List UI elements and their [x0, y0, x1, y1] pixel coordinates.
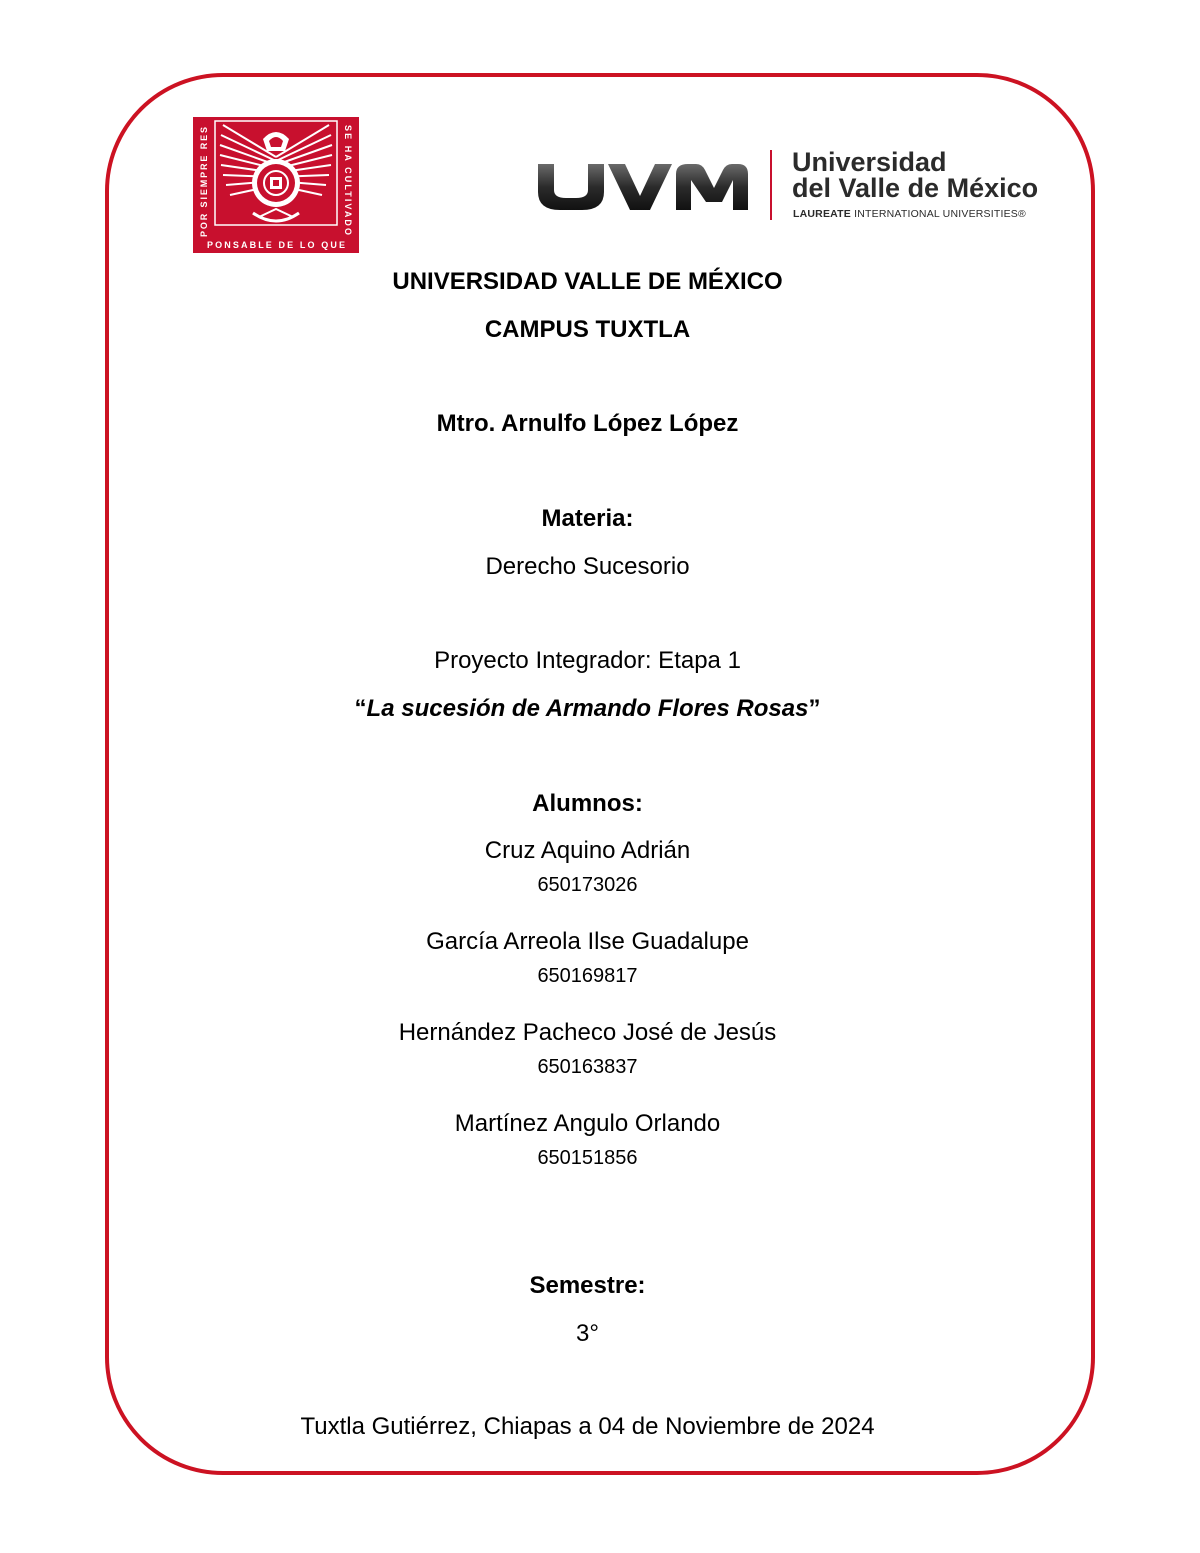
quote-close: ”	[808, 695, 821, 722]
student-id: 650169817	[537, 965, 638, 987]
quote-open: “	[354, 695, 367, 722]
uvm-tagline	[793, 208, 1026, 220]
university-seal-logo	[193, 117, 359, 253]
project-title	[0, 695, 1175, 723]
student-name: García Arreola Ilse Guadalupe	[426, 928, 749, 955]
project-title-text: La sucesión de Armando Flores Rosas	[366, 695, 809, 722]
uvm-tagline-rest: INTERNATIONAL UNIVERSITIES®	[854, 208, 1026, 220]
semester-value: 3°	[576, 1320, 599, 1347]
student-name: Hernández Pacheco José de Jesús	[398, 1019, 777, 1046]
institution-name: UNIVERSIDAD VALLE DE MÉXICO	[392, 268, 783, 295]
uvm-name-line1: Universidad	[792, 147, 947, 177]
campus-name: CAMPUS TUXTLA	[484, 316, 691, 343]
student-name: Martínez Angulo Orlando	[454, 1110, 721, 1137]
student-id: 650173026	[537, 874, 638, 896]
svg-text:SE HA CULTIVADO: SE HA CULTIVADO	[343, 125, 353, 235]
place-and-date: Tuxtla Gutiérrez, Chiapas a 04 de Noviembre de 2024	[300, 1413, 875, 1440]
students-label: Alumnos:	[532, 790, 643, 817]
uvm-logo-divider	[770, 150, 772, 220]
student-id: 650151856	[537, 1147, 638, 1169]
uvm-logo	[536, 148, 1076, 224]
uvm-name-line2: del Valle de México	[792, 173, 1039, 203]
subject-value: Derecho Sucesorio	[485, 553, 690, 580]
uvm-tagline-bold: LAUREATE	[793, 208, 851, 220]
student-name: Cruz Aquino Adrián	[484, 837, 691, 864]
semester-label: Semestre:	[529, 1272, 646, 1299]
uvm-mark-icon	[536, 148, 756, 224]
project-stage: Proyecto Integrador: Etapa 1	[434, 647, 741, 674]
subject-label: Materia:	[541, 505, 634, 532]
professor-name: Mtro. Arnulfo López López	[436, 410, 739, 437]
student-id: 650163837	[537, 1056, 638, 1078]
svg-text:PONSABLE DE LO QUE: PONSABLE DE LO QUE	[207, 240, 345, 250]
svg-text:POR SIEMPRE RES: POR SIEMPRE RES	[199, 127, 209, 237]
